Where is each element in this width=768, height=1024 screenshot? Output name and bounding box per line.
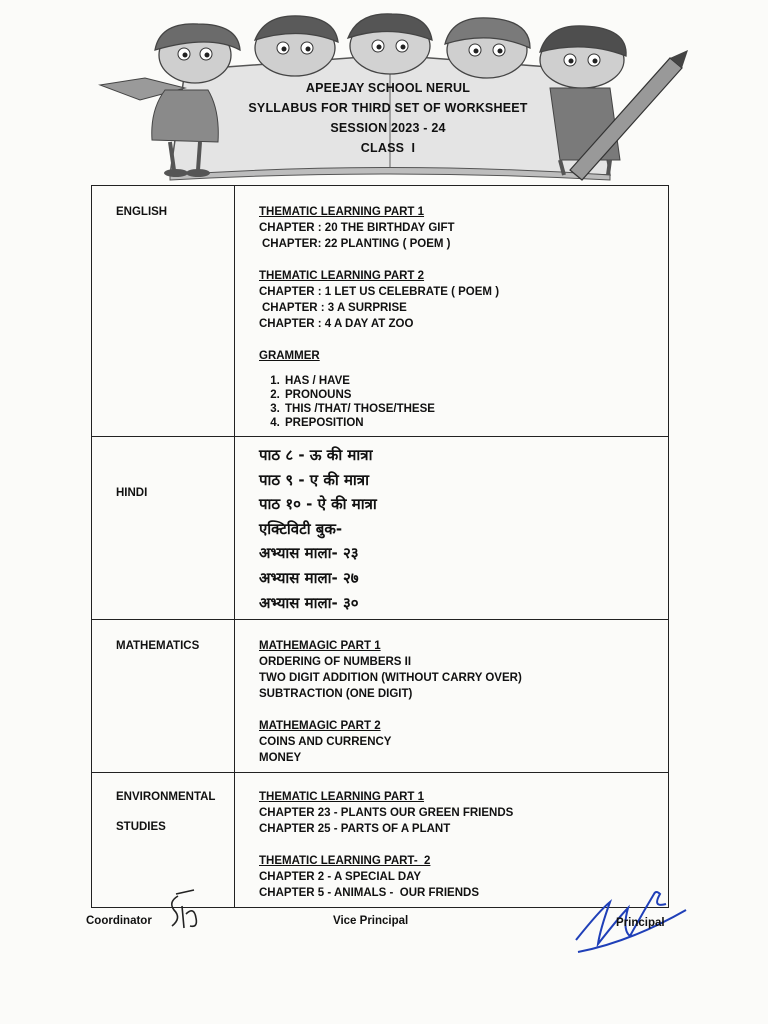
school-name: APEEJAY SCHOOL NERUL <box>305 81 471 95</box>
session: SESSION 2023 - 24 <box>330 121 446 135</box>
english-part1 <box>259 204 668 252</box>
table-row-mathematics <box>92 620 669 773</box>
content-cell <box>235 437 669 620</box>
subject-cell <box>92 437 235 620</box>
english-part1-title: THEMATIC LEARNING PART 1 <box>259 206 425 218</box>
evs-part1-title: THEMATIC LEARNING PART 1 <box>259 791 425 804</box>
vice-principal-label: Vice Principal <box>333 915 409 927</box>
list-item: पाठ ९ - ए की मात्रा <box>259 470 369 489</box>
content-cell <box>235 186 669 437</box>
list-item: TWO DIGIT ADDITION (WITHOUT CARRY OVER) <box>259 672 522 685</box>
list-item: ORDERING OF NUMBERS II <box>259 656 412 669</box>
list-item: CHAPTER : 3 A SURPRISE <box>262 302 407 314</box>
subject-cell <box>92 773 235 908</box>
english-part2-title: THEMATIC LEARNING PART 2 <box>259 270 425 282</box>
subject-cell <box>92 620 235 773</box>
syllabus-table <box>91 185 669 908</box>
grammar-title: GRAMMER <box>259 350 320 362</box>
content-cell <box>235 620 669 773</box>
list-item: CHAPTER 2 - A SPECIAL DAY <box>259 871 422 884</box>
list-item: अभ्यास माला- २७ <box>259 568 359 587</box>
subject-english: ENGLISH <box>116 206 168 218</box>
math-part2-title: MATHEMAGIC PART 2 <box>259 720 381 733</box>
table-row-english <box>92 186 669 437</box>
evs-part1 <box>259 789 668 837</box>
list-item: अभ्यास माला- २३ <box>259 544 359 563</box>
list-item: COINS AND CURRENCY <box>259 736 392 749</box>
list-item: पाठ १० - ऐ की मात्रा <box>259 495 377 514</box>
list-item: CHAPTER : 20 THE BIRTHDAY GIFT <box>259 222 455 234</box>
math-part1 <box>259 638 668 702</box>
english-grammar <box>259 348 668 430</box>
class-label: CLASS I <box>360 141 416 155</box>
english-part2 <box>259 268 668 332</box>
list-item: एक्टिविटी बुक- <box>259 519 343 538</box>
list-item: 4. PREPOSITION <box>283 416 668 430</box>
list-item: CHAPTER: 22 PLANTING ( POEM ) <box>262 238 451 250</box>
list-item: 2. PRONOUNS <box>283 388 668 402</box>
subject-mathematics: MATHEMATICS <box>116 640 200 653</box>
list-item: 3. THIS /THAT/ THOSE/THESE <box>283 402 668 416</box>
grammar-list <box>259 374 668 430</box>
list-item: अभ्यास माला- ३० <box>259 593 359 612</box>
coordinator-label: Coordinator <box>86 915 152 927</box>
subject-hindi: HINDI <box>116 487 148 499</box>
list-item: 1. HAS / HAVE <box>283 374 668 388</box>
list-item: CHAPTER : 1 LET US CELEBRATE ( POEM ) <box>259 286 500 298</box>
subject-evs-line2: STUDIES <box>116 821 166 834</box>
table-row-hindi <box>92 437 669 620</box>
list-item: MONEY <box>259 752 302 765</box>
list-item: SUBTRACTION (ONE DIGIT) <box>259 688 413 701</box>
list-item: CHAPTER 5 - ANIMALS - OUR FRIENDS <box>259 887 479 900</box>
coordinator-signature <box>164 888 204 936</box>
evs-part2-title: THEMATIC LEARNING PART- 2 <box>259 855 431 868</box>
principal-label: Principal <box>616 917 665 929</box>
header-text <box>218 78 558 158</box>
list-item: CHAPTER : 4 A DAY AT ZOO <box>259 318 414 330</box>
list-item: CHAPTER 23 - PLANTS OUR GREEN FRIENDS <box>259 807 514 820</box>
subject-evs-line1: ENVIRONMENTAL <box>116 791 216 804</box>
subject-evs <box>92 773 234 835</box>
math-part2 <box>259 718 668 766</box>
math-part1-title: MATHEMAGIC PART 1 <box>259 640 381 653</box>
list-item: CHAPTER 25 - PARTS OF A PLANT <box>259 823 451 836</box>
syllabus-title: SYLLABUS FOR THIRD SET OF WORKSHEET <box>248 101 528 115</box>
list-item: पाठ ८ - ऊ की मात्रा <box>259 446 373 464</box>
subject-cell <box>92 186 235 437</box>
